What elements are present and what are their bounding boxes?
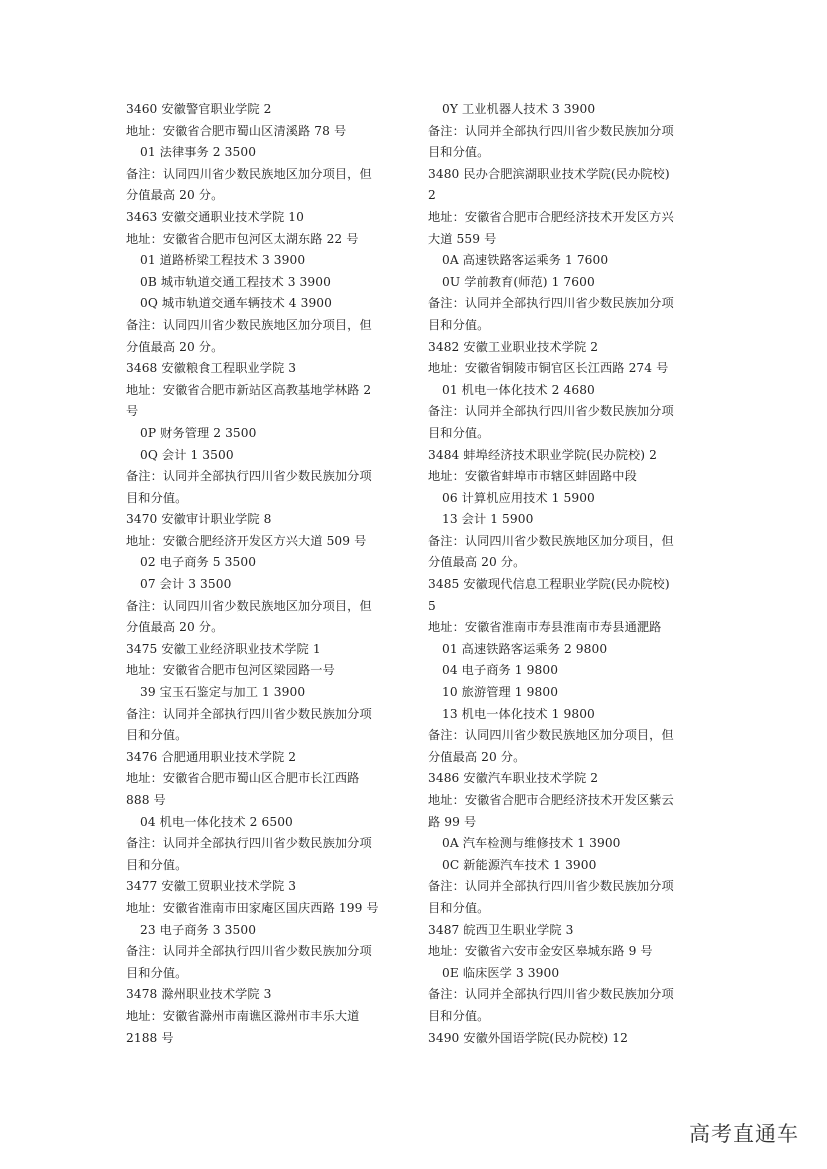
text-line: 分值最高 20 分。 (428, 749, 526, 764)
text-line: 目和分值。 (428, 1008, 490, 1023)
major-line: 01 法律事务 2 3500 (140, 145, 257, 160)
text-line: 目和分值。 (428, 425, 490, 440)
major-line: 0B 城市轨道交通工程技术 3 3900 (140, 274, 331, 289)
text-line: 备注：认同并全部执行四川省少数民族加分项 (428, 879, 674, 894)
text-line: 备注：认同并全部执行四川省少数民族加分项 (126, 706, 372, 721)
major-line: 07 会计 3 3500 (140, 577, 232, 592)
text-line: 备注：认同四川省少数民族地区加分项目，但 (126, 317, 372, 332)
text-line: 地址：安徽合肥经济开发区方兴大道 509 号 (126, 533, 367, 548)
text-line: 目和分值。 (126, 490, 188, 505)
text-line: 2188 号 (126, 1030, 174, 1045)
text-line: 地址：安徽省合肥市包河区太湖东路 22 号 (126, 231, 359, 246)
major-line: 13 会计 1 5900 (442, 512, 534, 527)
school-line: 3463 安徽交通职业技术学院 10 (126, 209, 304, 224)
left-column (126, 99, 426, 1049)
text-line: 地址：安徽省六安市金安区皋城东路 9 号 (428, 944, 653, 959)
text-line: 地址：安徽省铜陵市铜官区长江西路 274 号 (428, 361, 669, 376)
major-line: 0A 高速铁路客运乘务 1 7600 (442, 253, 609, 268)
major-line: 01 道路桥梁工程技术 3 3900 (140, 253, 306, 268)
school-line: 3485 安徽现代信息工程职业学院(民办院校) (428, 577, 670, 592)
text-line: 备注：认同四川省少数民族地区加分项目，但 (428, 728, 674, 743)
text-line: 888 号 (126, 793, 166, 807)
text-line: 地址：安徽省淮南市寿县淮南市寿县通淝路 (428, 620, 662, 635)
school-line: 3477 安徽工贸职业技术学院 3 (126, 879, 297, 894)
text-line: 目和分值。 (126, 728, 188, 743)
text-line: 路 99 号 (428, 814, 477, 829)
major-line: 04 机电一体化技术 2 6500 (140, 814, 293, 829)
major-line: 01 高速铁路客运乘务 2 9800 (442, 641, 608, 656)
text-line: 备注：认同并全部执行四川省少数民族加分项 (428, 987, 674, 1002)
text-line: 备注：认同四川省少数民族地区加分项目，但 (126, 166, 372, 181)
text-line: 大道 559 号 (428, 231, 497, 246)
major-line: 0Y 工业机器人技术 3 3900 (442, 102, 596, 116)
text-line: 地址：安徽省合肥市合肥经济技术开发区紫云 (428, 793, 674, 807)
text-line: 地址：安徽省淮南市田家庵区国庆西路 199 号 (126, 900, 379, 915)
school-line: 3487 皖西卫生职业学院 3 (428, 922, 574, 937)
text-line: 地址：安徽省合肥市蜀山区清溪路 78 号 (126, 123, 347, 138)
major-line: 0Q 会计 1 3500 (140, 447, 234, 462)
school-line: 3486 安徽汽车职业技术学院 2 (428, 771, 599, 786)
text-line: 2 (428, 188, 436, 203)
text-line: 地址：安徽省合肥市合肥经济技术开发区方兴 (428, 209, 674, 224)
text-line: 地址：安徽省合肥市包河区梁园路一号 (126, 663, 335, 678)
watermark-text: 高考直通车 (689, 1122, 799, 1146)
text-line: 目和分值。 (126, 965, 188, 980)
text-line: 备注：认同四川省少数民族地区加分项目，但 (428, 533, 674, 548)
text-line: 5 (428, 598, 436, 613)
text-line: 分值最高 20 分。 (126, 188, 224, 203)
major-line: 0A 汽车检测与维修技术 1 3900 (442, 836, 621, 851)
major-line: 13 机电一体化技术 1 9800 (442, 706, 595, 721)
school-line: 3482 安徽工业职业技术学院 2 (428, 339, 599, 354)
school-line: 3460 安徽警官职业学院 2 (126, 102, 272, 116)
school-line: 3476 合肥通用职业技术学院 2 (126, 749, 297, 764)
school-line: 3475 安徽工业经济职业技术学院 1 (126, 641, 321, 656)
right-column (428, 99, 728, 1049)
major-line: 10 旅游管理 1 9800 (442, 685, 559, 700)
school-line: 3468 安徽粮食工程职业学院 3 (126, 361, 297, 376)
school-line: 3480 民办合肥滨湖职业技术学院(民办院校) (428, 166, 670, 181)
text-line: 备注：认同并全部执行四川省少数民族加分项 (126, 836, 372, 851)
school-line: 3484 蚌埠经济技术职业学院(民办院校) 2 (428, 447, 657, 462)
text-line: 分值最高 20 分。 (126, 620, 224, 635)
text-line: 目和分值。 (428, 145, 490, 160)
text-line: 分值最高 20 分。 (428, 555, 526, 570)
text-line: 地址：安徽省滁州市南谯区滁州市丰乐大道 (126, 1008, 360, 1023)
text-line: 备注：认同并全部执行四川省少数民族加分项 (428, 123, 674, 138)
major-line: 01 机电一体化技术 2 4680 (442, 382, 595, 397)
school-line: 3470 安徽审计职业学院 8 (126, 512, 272, 527)
major-line: 0U 学前教育(师范) 1 7600 (442, 274, 595, 289)
text-line: 备注：认同并全部执行四川省少数民族加分项 (126, 944, 372, 959)
major-line: 06 计算机应用技术 1 5900 (442, 490, 595, 505)
text-line: 分值最高 20 分。 (126, 339, 224, 354)
text-line: 目和分值。 (126, 857, 188, 872)
school-line: 3490 安徽外国语学院(民办院校) 12 (428, 1030, 628, 1045)
major-line: 0E 临床医学 3 3900 (442, 965, 560, 980)
text-line: 号 (126, 404, 139, 419)
major-line: 23 电子商务 3 3500 (140, 922, 257, 937)
major-line: 04 电子商务 1 9800 (442, 663, 559, 678)
major-line: 0Q 城市轨道交通车辆技术 4 3900 (140, 296, 333, 311)
text-line: 地址：安徽省蚌埠市市辖区蚌固路中段 (428, 469, 637, 484)
school-line: 3478 滁州职业技术学院 3 (126, 987, 272, 1002)
text-line: 目和分值。 (428, 900, 490, 915)
text-line: 备注：认同并全部执行四川省少数民族加分项 (428, 296, 674, 311)
text-line: 备注：认同并全部执行四川省少数民族加分项 (428, 404, 674, 419)
major-line: 0C 新能源汽车技术 1 3900 (442, 857, 597, 872)
text-line: 地址：安徽省合肥市新站区高教基地学林路 2 (126, 382, 372, 397)
text-line: 备注：认同并全部执行四川省少数民族加分项 (126, 469, 372, 484)
major-line: 02 电子商务 5 3500 (140, 555, 257, 570)
major-line: 39 宝玉石鉴定与加工 1 3900 (140, 685, 306, 700)
text-line: 地址：安徽省合肥市蜀山区合肥市长江西路 (126, 771, 360, 786)
text-line: 备注：认同四川省少数民族地区加分项目，但 (126, 598, 372, 613)
major-line: 0P 财务管理 2 3500 (140, 425, 257, 440)
text-line: 目和分值。 (428, 317, 490, 332)
